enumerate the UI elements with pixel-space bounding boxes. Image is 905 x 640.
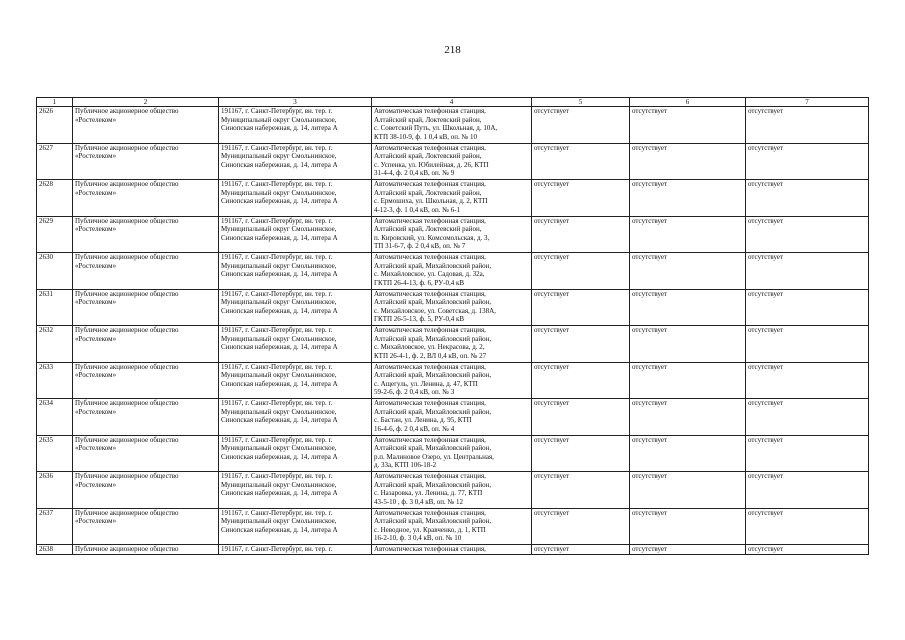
owner-cell — [73, 180, 219, 217]
object-line: ТП 31-6-7, ф. 2 0,4 кВ, оп. № 7 — [374, 242, 466, 251]
registry-table — [36, 97, 869, 555]
header-cell-1: 1 — [37, 98, 73, 107]
owner-line: «Ростелеком» — [75, 152, 117, 161]
address-cell — [219, 362, 372, 399]
column-7-cell: отсутствует — [746, 472, 869, 509]
object-line: Автоматическая телефонная станция, — [374, 472, 486, 480]
address-line: Муниципальный округ Смольнинское, — [221, 261, 337, 270]
column-7-cell: отсутствует — [746, 289, 869, 326]
column-5-cell: отсутствует — [532, 326, 630, 363]
column-5-cell: отсутствует — [532, 508, 630, 545]
address-cell — [219, 399, 372, 436]
address-line: Муниципальный округ Смольнинское, — [221, 444, 337, 453]
object-cell — [372, 362, 532, 399]
owner-line: Публичное акционерное общество — [75, 216, 179, 225]
owner-cell — [73, 362, 219, 399]
column-5-cell: отсутствует — [532, 435, 630, 472]
owner-cell — [73, 143, 219, 180]
owner-cell — [73, 289, 219, 326]
address-line: Синопская набережная, д. 14, литера А — [221, 379, 338, 388]
row-number-cell: 2632 — [37, 326, 73, 363]
column-7-cell: отсутствует — [746, 180, 869, 217]
object-line: Автоматическая телефонная станция, — [374, 289, 486, 298]
address-line: 191167, г. Санкт-Петербург, вн. тер. г. — [221, 143, 333, 152]
page-number: 218 — [444, 44, 461, 56]
object-line: 59-2-6, ф. 2 0,4 кВ, оп. № 3 — [374, 388, 455, 397]
object-line: с. Михайловское, ул. Садовая, д. 32а, — [374, 270, 485, 279]
address-line: Муниципальный округ Смольнинское, — [221, 115, 337, 124]
column-7-cell: отсутствует — [746, 216, 869, 253]
object-line: Алтайский край, Локтевский район, — [374, 152, 482, 161]
column-5-cell: отсутствует — [532, 143, 630, 180]
table-row — [37, 180, 869, 217]
address-cell — [219, 180, 372, 217]
object-line: КТП 38-10-9, ф. 1 0,4 кВ, оп. № 10 — [374, 132, 477, 141]
object-cell — [372, 435, 532, 472]
address-line: 191167, г. Санкт-Петербург, вн. тер. г. — [221, 253, 333, 261]
header-cell-3: 3 — [219, 98, 372, 107]
object-line: ГКТП 26-4-13, ф. 6, РУ-0,4 кВ — [374, 278, 465, 287]
address-line: 191167, г. Санкт-Петербург, вн. тер. г. — [221, 472, 333, 480]
owner-cell — [73, 545, 219, 555]
column-6-cell: отсутствует — [630, 508, 746, 545]
owner-line: Публичное акционерное общество — [75, 399, 179, 407]
object-line: Алтайский край, Михайловский район, — [374, 298, 492, 307]
object-line: 4-12-3, ф. 1 0,4 кВ, оп. № 6-1 — [374, 205, 461, 214]
row-number-cell: 2637 — [37, 508, 73, 545]
owner-cell — [73, 107, 219, 144]
owner-line: Публичное акционерное общество — [75, 107, 179, 115]
address-line: 191167, г. Санкт-Петербург, вн. тер. г. — [221, 326, 333, 334]
address-line: 191167, г. Санкт-Петербург, вн. тер. г. — [221, 508, 333, 517]
object-line: Алтайский край, Михайловский район, — [374, 334, 492, 343]
column-5-cell: отсутствует — [532, 216, 630, 253]
table-row — [37, 545, 869, 555]
address-line: Синопская набережная, д. 14, литера А — [221, 270, 338, 279]
header-cell-5: 5 — [532, 98, 630, 107]
header-row — [37, 98, 869, 107]
owner-line: Публичное акционерное общество — [75, 508, 179, 517]
object-line: Алтайский край, Михайловский район, — [374, 371, 492, 380]
table-row — [37, 508, 869, 545]
object-cell — [372, 508, 532, 545]
table-row — [37, 435, 869, 472]
table-row — [37, 107, 869, 144]
owner-line: «Ростелеком» — [75, 444, 117, 453]
row-number-cell: 2636 — [37, 472, 73, 509]
object-line: 16-4-6, ф. 2 0,4 кВ, оп. № 4 — [374, 424, 455, 433]
owner-line: «Ростелеком» — [75, 480, 117, 489]
owner-line: Публичное акционерное общество — [75, 472, 179, 480]
table-body — [37, 107, 869, 555]
address-line: Синопская набережная, д. 14, литера А — [221, 306, 338, 315]
column-6-cell: отсутствует — [630, 289, 746, 326]
owner-line: Публичное акционерное общество — [75, 180, 179, 188]
address-line: 191167, г. Санкт-Петербург, вн. тер. г. — [221, 180, 333, 188]
column-7-cell: отсутствует — [746, 508, 869, 545]
address-line: Муниципальный округ Смольнинское, — [221, 407, 337, 416]
table-row — [37, 362, 869, 399]
object-cell — [372, 107, 532, 144]
object-cell — [372, 326, 532, 363]
address-line: Муниципальный округ Смольнинское, — [221, 480, 337, 489]
column-7-cell: отсутствует — [746, 362, 869, 399]
table-row — [37, 472, 869, 509]
address-line: Муниципальный округ Смольнинское, — [221, 517, 337, 526]
object-line: Алтайский край, Локтевский район, — [374, 188, 482, 197]
object-line: 16-2-10, ф. 3 0,4 кВ, оп. № 10 — [374, 534, 462, 543]
address-line: 191167, г. Санкт-Петербург, вн. тер. г. — [221, 435, 333, 444]
object-line: р.п. Малиновое Озеро, ул. Центральная, — [374, 452, 494, 461]
address-line: Синопская набережная, д. 14, литера А — [221, 233, 338, 242]
column-7-cell: отсутствует — [746, 253, 869, 290]
object-cell — [372, 216, 532, 253]
row-number-cell: 2627 — [37, 143, 73, 180]
column-6-cell: отсутствует — [630, 472, 746, 509]
table-row — [37, 216, 869, 253]
row-number-cell: 2629 — [37, 216, 73, 253]
object-line: Автоматическая телефонная станция, — [374, 435, 486, 444]
address-line: 191167, г. Санкт-Петербург, вн. тер. г. — [221, 107, 333, 115]
object-line: с. Успенка, ул. Юбилейная, д. 26, КТП — [374, 160, 489, 169]
column-7-cell: отсутствует — [746, 326, 869, 363]
object-cell — [372, 472, 532, 509]
object-cell — [372, 143, 532, 180]
table-header — [37, 98, 869, 107]
address-cell — [219, 253, 372, 290]
object-line: Автоматическая телефонная станция, — [374, 180, 486, 188]
column-5-cell: отсутствует — [532, 545, 630, 555]
object-line: Автоматическая телефонная станция, — [374, 508, 486, 517]
owner-line: «Ростелеком» — [75, 261, 117, 270]
object-line: ГКТП 26-5-13, ф. 5, РУ-0,4 кВ — [374, 315, 465, 324]
address-line: Синопская набережная, д. 14, литера А — [221, 124, 338, 133]
object-line: с. Михайловское, ул. Советская, д. 138А, — [374, 306, 496, 315]
column-7-cell: отсутствует — [746, 107, 869, 144]
column-7-cell: отсутствует — [746, 545, 869, 555]
column-6-cell: отсутствует — [630, 326, 746, 363]
address-line: 191167, г. Санкт-Петербург, вн. тер. г. — [221, 289, 333, 298]
table-row — [37, 399, 869, 436]
object-line: Алтайский край, Михайловский район, — [374, 517, 492, 526]
column-6-cell: отсутствует — [630, 253, 746, 290]
owner-cell — [73, 435, 219, 472]
column-6-cell: отсутствует — [630, 107, 746, 144]
row-number-cell: 2628 — [37, 180, 73, 217]
owner-line: «Ростелеком» — [75, 334, 117, 343]
object-line: с. Назаровка, ул. Ленина, д. 77, КТП — [374, 489, 483, 498]
object-line: Алтайский край, Михайловский район, — [374, 480, 492, 489]
column-7-cell: отсутствует — [746, 435, 869, 472]
address-cell — [219, 545, 372, 555]
row-number-cell: 2626 — [37, 107, 73, 144]
header-cell-6: 6 — [630, 98, 746, 107]
object-line: Автоматическая телефонная станция, — [374, 326, 486, 334]
table-row — [37, 253, 869, 290]
column-5-cell: отсутствует — [532, 399, 630, 436]
object-line: 43-5-10 , ф. 3 0,4 кВ, оп. № 12 — [374, 497, 463, 506]
object-line: Автоматическая телефонная станция, — [374, 545, 486, 553]
object-line: КТП 26-4-1, ф. 2, ВЛ 0,4 кВ, оп. № 27 — [374, 351, 487, 360]
address-line: Синопская набережная, д. 14, литера А — [221, 160, 338, 169]
owner-line: «Ростелеком» — [75, 225, 117, 234]
object-cell — [372, 289, 532, 326]
column-6-cell: отсутствует — [630, 545, 746, 555]
owner-cell — [73, 253, 219, 290]
owner-cell — [73, 326, 219, 363]
address-line: Синопская набережная, д. 14, литера А — [221, 416, 338, 425]
table-row — [37, 289, 869, 326]
address-cell — [219, 508, 372, 545]
column-6-cell: отсутствует — [630, 435, 746, 472]
owner-cell — [73, 399, 219, 436]
owner-line: Публичное акционерное общество — [75, 253, 179, 261]
address-line: Муниципальный округ Смольнинское, — [221, 334, 337, 343]
address-cell — [219, 216, 372, 253]
address-line: 191167, г. Санкт-Петербург, вн. тер. г. — [221, 216, 333, 225]
object-line: с. Неводное, ул. Кравченко, д. 1, КТП — [374, 525, 486, 534]
object-cell — [372, 399, 532, 436]
table-row — [37, 143, 869, 180]
column-5-cell: отсутствует — [532, 107, 630, 144]
table-row — [37, 326, 869, 363]
owner-line: Публичное акционерное общество — [75, 545, 179, 553]
address-cell — [219, 289, 372, 326]
owner-cell — [73, 472, 219, 509]
object-line: Алтайский край, Локтевский район, — [374, 115, 482, 124]
owner-cell — [73, 216, 219, 253]
address-cell — [219, 107, 372, 144]
owner-line: «Ростелеком» — [75, 517, 117, 526]
object-line: Автоматическая телефонная станция, — [374, 362, 486, 371]
object-line: Алтайский край, Михайловский район, — [374, 444, 492, 453]
address-line: Муниципальный округ Смольнинское, — [221, 298, 337, 307]
column-6-cell: отсутствует — [630, 216, 746, 253]
header-cell-2: 2 — [73, 98, 219, 107]
column-5-cell: отсутствует — [532, 180, 630, 217]
column-5-cell: отсутствует — [532, 289, 630, 326]
object-line: Автоматическая телефонная станция, — [374, 107, 486, 115]
object-cell — [372, 180, 532, 217]
column-5-cell: отсутствует — [532, 472, 630, 509]
address-line: Синопская набережная, д. 14, литера А — [221, 452, 338, 461]
object-line: с. Советский Путь, ул. Школьная, д. 10А, — [374, 124, 498, 133]
owner-cell — [73, 508, 219, 545]
owner-line: «Ростелеком» — [75, 371, 117, 380]
address-line: Синопская набережная, д. 14, литера А — [221, 197, 338, 206]
address-line: Муниципальный округ Смольнинское, — [221, 152, 337, 161]
object-line: Алтайский край, Михайловский район, — [374, 407, 492, 416]
address-cell — [219, 326, 372, 363]
owner-line: Публичное акционерное общество — [75, 362, 179, 371]
object-line: Автоматическая телефонная станция, — [374, 253, 486, 261]
column-5-cell: отсутствует — [532, 253, 630, 290]
address-line: Муниципальный округ Смольнинское, — [221, 225, 337, 234]
object-cell — [372, 253, 532, 290]
object-line: с. Ермошиха, ул. Школьная, д. 2, КТП — [374, 197, 488, 206]
owner-line: Публичное акционерное общество — [75, 326, 179, 334]
column-6-cell: отсутствует — [630, 399, 746, 436]
address-line: Синопская набережная, д. 14, литера А — [221, 525, 338, 534]
column-7-cell: отсутствует — [746, 399, 869, 436]
row-number-cell: 2633 — [37, 362, 73, 399]
object-line: с. Михайловское, ул. Некрасова, д. 2, — [374, 343, 485, 352]
object-line: 31-4-4, ф. 2 0,4 кВ, оп. № 9 — [374, 169, 455, 178]
address-line: 191167, г. Санкт-Петербург, вн. тер. г. — [221, 362, 333, 371]
address-cell — [219, 143, 372, 180]
owner-line: «Ростелеком» — [75, 407, 117, 416]
column-6-cell: отсутствует — [630, 180, 746, 217]
owner-line: Публичное акционерное общество — [75, 289, 179, 298]
object-line: Алтайский край, Локтевский район, — [374, 225, 482, 234]
address-cell — [219, 472, 372, 509]
object-line: Автоматическая телефонная станция, — [374, 399, 486, 407]
header-cell-7: 7 — [746, 98, 869, 107]
owner-line: «Ростелеком» — [75, 188, 117, 197]
address-cell — [219, 435, 372, 472]
object-line: с. Бастан, ул. Ленина, д. 95, КТП — [374, 416, 472, 425]
object-line: Автоматическая телефонная станция, — [374, 216, 486, 225]
object-line: п. Кировский, ул. Комсомольская, д. 3, — [374, 233, 490, 242]
column-6-cell: отсутствует — [630, 143, 746, 180]
owner-line: Публичное акционерное общество — [75, 143, 179, 152]
column-6-cell: отсутствует — [630, 362, 746, 399]
owner-line: Публичное акционерное общество — [75, 435, 179, 444]
row-number-cell: 2635 — [37, 435, 73, 472]
header-cell-4: 4 — [372, 98, 532, 107]
address-line: 191167, г. Санкт-Петербург, вн. тер. г. — [221, 545, 333, 553]
row-number-cell: 2631 — [37, 289, 73, 326]
row-number-cell: 2634 — [37, 399, 73, 436]
address-line: Муниципальный округ Смольнинское, — [221, 371, 337, 380]
row-number-cell: 2630 — [37, 253, 73, 290]
owner-line: «Ростелеком» — [75, 298, 117, 307]
address-line: Синопская набережная, д. 14, литера А — [221, 489, 338, 498]
object-line: Автоматическая телефонная станция, — [374, 143, 486, 152]
object-line: д. 33а, КТП 106-18-2 — [374, 461, 437, 470]
owner-line: «Ростелеком» — [75, 115, 117, 124]
object-line: с. Ащегуль, ул. Ленина, д. 47, КТП — [374, 379, 478, 388]
object-line: Алтайский край, Михайловский район, — [374, 261, 492, 270]
column-5-cell: отсутствует — [532, 362, 630, 399]
address-line: 191167, г. Санкт-Петербург, вн. тер. г. — [221, 399, 333, 407]
object-cell — [372, 545, 532, 555]
address-line: Муниципальный округ Смольнинское, — [221, 188, 337, 197]
column-7-cell: отсутствует — [746, 143, 869, 180]
address-line: Синопская набережная, д. 14, литера А — [221, 343, 338, 352]
row-number-cell: 2638 — [37, 545, 73, 555]
